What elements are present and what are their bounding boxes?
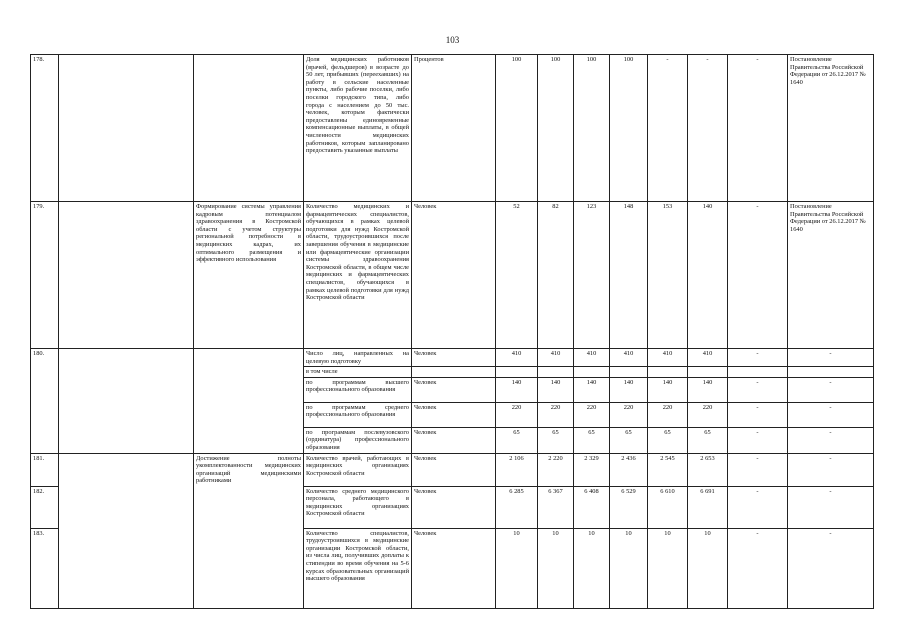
value-cell: -	[728, 427, 788, 453]
value-cell	[574, 367, 610, 378]
indicator-cell: Количество среднего медицинского персонала, работающего в медицинских организациях Костромской области	[304, 486, 412, 528]
row-number: 183.	[31, 528, 59, 608]
value-cell: 410	[610, 349, 648, 367]
value-cell: 6 691	[688, 486, 728, 528]
indicator-cell: в том числе	[304, 367, 412, 378]
value-cell: 2 106	[496, 453, 538, 486]
value-cell: 410	[496, 349, 538, 367]
value-cell: 2 329	[574, 453, 610, 486]
value-cell: -	[728, 486, 788, 528]
value-cell: 6 285	[496, 486, 538, 528]
unit-cell: Человек	[412, 453, 496, 486]
value-cell: 2 653	[688, 453, 728, 486]
value-cell	[728, 367, 788, 378]
indicator-cell: по программам среднего профессионального образования	[304, 402, 412, 427]
value-cell: 65	[688, 427, 728, 453]
value-cell: 100	[574, 55, 610, 202]
value-cell: 410	[648, 349, 688, 367]
value-cell: 140	[688, 377, 728, 402]
value-cell: 6 529	[610, 486, 648, 528]
unit-cell: Человек	[412, 202, 496, 349]
value-cell: 123	[574, 202, 610, 349]
value-cell: 65	[648, 427, 688, 453]
unit-cell: Человек	[412, 377, 496, 402]
value-cell: 100	[610, 55, 648, 202]
indicator-cell: по программам высшего профессионального образования	[304, 377, 412, 402]
value-cell: 220	[574, 402, 610, 427]
value-cell: 220	[648, 402, 688, 427]
activity-cell: Достижение полноты укомплектованности медицинских организаций медицинскими работниками	[194, 453, 304, 608]
spacer-cell	[59, 55, 194, 202]
value-cell: 2 220	[538, 453, 574, 486]
value-cell: 10	[538, 528, 574, 608]
value-cell: 65	[610, 427, 648, 453]
value-cell: 6 610	[648, 486, 688, 528]
indicator-cell: Количество медицинских и фармацевтических специалистов, обучающихся в рамках целевой подготовки для нужд Костромской области, трудоустроившихся после завершения обучения в медицинские или фармацевтические организации системы здравоохранения Костромской области, в общем числе медицинских и фармацевтических специалистов, обучающихся в рамках целевой подготовки для нужд Костромской области	[304, 202, 412, 349]
unit-cell: Человек	[412, 402, 496, 427]
value-cell: -	[728, 349, 788, 367]
value-cell: -	[728, 377, 788, 402]
indicators-table	[30, 54, 874, 609]
row-number: 178.	[31, 55, 59, 202]
value-cell: 65	[574, 427, 610, 453]
value-cell: 10	[496, 528, 538, 608]
value-cell: -	[728, 202, 788, 349]
value-cell: 100	[496, 55, 538, 202]
value-cell: 52	[496, 202, 538, 349]
value-cell: 410	[574, 349, 610, 367]
value-cell: 220	[496, 402, 538, 427]
value-cell	[688, 367, 728, 378]
basis-cell: -	[788, 377, 874, 402]
spacer-cell	[59, 349, 194, 454]
basis-cell: -	[788, 453, 874, 486]
value-cell: 140	[496, 377, 538, 402]
value-cell: 65	[538, 427, 574, 453]
value-cell: 220	[610, 402, 648, 427]
value-cell: 140	[538, 377, 574, 402]
value-cell: -	[728, 55, 788, 202]
unit-cell: Процентов	[412, 55, 496, 202]
value-cell: 148	[610, 202, 648, 349]
indicator-cell: по программам послевузовского (ординатура) профессионального образования	[304, 427, 412, 453]
basis-cell: -	[788, 486, 874, 528]
value-cell: 10	[648, 528, 688, 608]
value-cell: 2 436	[610, 453, 648, 486]
activity-cell	[194, 55, 304, 202]
unit-cell: Человек	[412, 427, 496, 453]
value-cell: 140	[688, 202, 728, 349]
indicator-cell: Доля медицинских работников (врачей, фельдшеров) в возрасте до 50 лет, прибывших (переехавших) на работу в сельские населенные пункты, либо рабочие поселки, либо поселки городского типа, либо города с населением до 50 тыс. человек, которым фактически предоставлены единовременные компенсационные выплаты, в общей численности медицинских работников, которым запланировано предоставить указанные выплаты	[304, 55, 412, 202]
value-cell: 410	[538, 349, 574, 367]
row-number: 180.	[31, 349, 59, 454]
table-row	[31, 349, 874, 367]
row-number: 181.	[31, 453, 59, 486]
basis-cell	[788, 367, 874, 378]
page-number: 103	[445, 35, 460, 45]
value-cell: -	[648, 55, 688, 202]
basis-cell: -	[788, 349, 874, 367]
value-cell: 140	[648, 377, 688, 402]
value-cell: 220	[538, 402, 574, 427]
unit-cell: Человек	[412, 486, 496, 528]
value-cell: 100	[538, 55, 574, 202]
spacer-cell	[59, 202, 194, 349]
row-number: 179.	[31, 202, 59, 349]
row-number: 182.	[31, 486, 59, 528]
indicator-cell: Количество врачей, работающих в медицинских организациях Костромской области	[304, 453, 412, 486]
value-cell: -	[728, 528, 788, 608]
value-cell: 82	[538, 202, 574, 349]
value-cell: -	[728, 453, 788, 486]
value-cell: 220	[688, 402, 728, 427]
value-cell: 410	[688, 349, 728, 367]
activity-cell: Формирование системы управления кадровым потенциалом здравоохранения в Костромской области с учетом структуры региональной потребности в медицинских кадрах, их оптимального размещения и эффективного использования	[194, 202, 304, 349]
value-cell: 65	[496, 427, 538, 453]
value-cell: -	[688, 55, 728, 202]
value-cell: 140	[574, 377, 610, 402]
value-cell: 10	[688, 528, 728, 608]
value-cell: 6 408	[574, 486, 610, 528]
table-row	[31, 202, 874, 349]
table-row	[31, 55, 874, 202]
basis-cell: Постановление Правительства Российской Федерации от 26.12.2017 № 1640	[788, 202, 874, 349]
basis-cell: Постановление Правительства Российской Федерации от 26.12.2017 № 1640	[788, 55, 874, 202]
indicator-cell: Количество специалистов, трудоустроившихся в медицинские организации Костромской области, из числа лиц, получивших доплаты к стипендии во время обучения на 5-6 курсах образовательных организаций высшего образования	[304, 528, 412, 608]
basis-cell: -	[788, 402, 874, 427]
basis-cell: -	[788, 427, 874, 453]
unit-cell	[412, 367, 496, 378]
value-cell: 10	[574, 528, 610, 608]
unit-cell: Человек	[412, 349, 496, 367]
value-cell	[538, 367, 574, 378]
spacer-cell	[59, 453, 194, 608]
indicator-cell: Число лиц, направленных на целевую подготовку	[304, 349, 412, 367]
activity-cell	[194, 349, 304, 454]
value-cell	[496, 367, 538, 378]
value-cell: -	[728, 402, 788, 427]
value-cell: 140	[610, 377, 648, 402]
value-cell: 6 367	[538, 486, 574, 528]
basis-cell: -	[788, 528, 874, 608]
value-cell: 153	[648, 202, 688, 349]
value-cell: 2 545	[648, 453, 688, 486]
value-cell	[610, 367, 648, 378]
value-cell: 10	[610, 528, 648, 608]
unit-cell: Человек	[412, 528, 496, 608]
value-cell	[648, 367, 688, 378]
table-row	[31, 453, 874, 486]
